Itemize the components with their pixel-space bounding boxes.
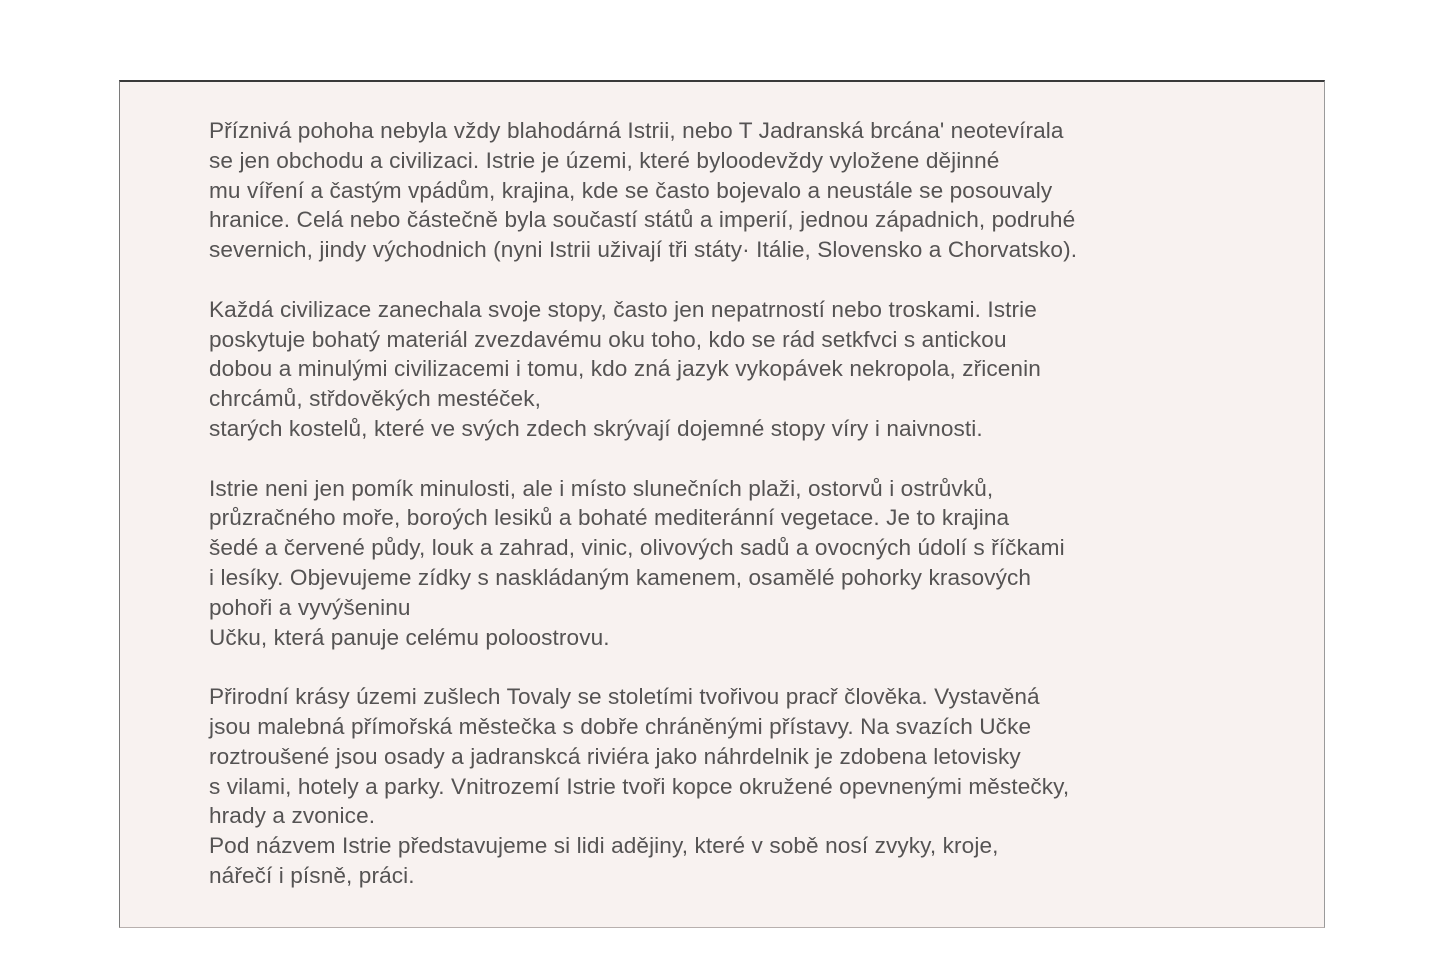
text-line: Příznivá pohoha nebyla vždy blahodárná Istrii, nebo T Jadranská brcána' neotevírala [209,118,1064,143]
paragraph-1 [209,116,1269,265]
paragraph-gap [209,444,1269,474]
text-line: dobou a minulými civilizacemi i tomu, kdo zná jazyk vykopávek nekropola, zřicenin [209,356,1041,382]
text-line: chrcámů, střdověkých mestéček, [209,386,541,412]
text-line: starých kostelů, které ve svých zdech skrývají dojemné stopy víry i naivnosti. [209,415,983,441]
text-line: hranice. Celá nebo částečně byla součastí států a imperií, jednou západnich, podruhé [209,207,1076,233]
text-line: se jen obchodu a civilizaci. Istrie je územi, které byloodevždy vyložene dějinné [209,147,1000,173]
paragraph-2 [209,295,1269,444]
text-line: severnich, jindy východnich (nyni Istrii uživají tři státy· Itálie, Slovensko a Chorvatsko). [209,237,1078,263]
text-line: poskytuje bohatý materiál zvezdavému oku toho, kdo se rád setkfvci s antickou [209,326,1007,352]
text-line: Pod názvem Istrie představujeme si lidi adějiny, které v sobě nosí zvyky, kroje, [209,833,999,859]
text-line: s vilami, hotely a parky. Vnitrozemí Istrie tvoři kopce okružené opevnenými městečky, [209,773,1070,799]
paragraph-gap [209,265,1269,295]
text-line: hrady a zvonice. [209,803,376,829]
text-line: průzračného moře, boroých lesiků a bohaté mediteránní vegetace. Je to krajina [209,505,1010,531]
text-line: nářečí i písně, práci. [209,862,415,888]
text-line: pohoři a vyvýšeninu [209,594,411,620]
text-line: jsou malebná přímořská městečka s dobře chráněnými přístavy. Na svazích Učke [209,713,1032,739]
text-line: Istrie neni jen pomík minulosti, ale i místo slunečních plaži, ostorvů i ostrůvků, [209,475,994,501]
text-line: i lesíky. Objevujeme zídky s naskládaným kamenem, osamělé pohorky krasových [209,564,1032,590]
postcard-back [119,80,1325,928]
paragraph-3 [209,474,1269,653]
text-line: Přirodní krásy územi zušlech Tovaly se stoletími tvořivou pracř člověka. Vystavěná [209,684,1040,710]
body-text [209,116,1269,891]
text-line: roztroušené jsou osady a jadranskcá riviéra jako náhrdelnik je zdobena letovisky [209,743,1021,769]
paragraph-gap [209,652,1269,682]
text-line: Učku, která panuje celému poloostrovu. [209,624,610,650]
text-line: mu víření a častým vpádům, krajina, kde se často bojevalo a neustále se posouvaly [209,177,1053,203]
paragraph-4 [209,682,1269,891]
text-line: šedé a červené půdy, louk a zahrad, vinic, olivových sadů a ovocných údolí s říčkami [209,535,1065,561]
text-line: Každá civilizace zanechala svoje stopy, často jen nepatrností nebo troskami. Istrie [209,296,1037,322]
